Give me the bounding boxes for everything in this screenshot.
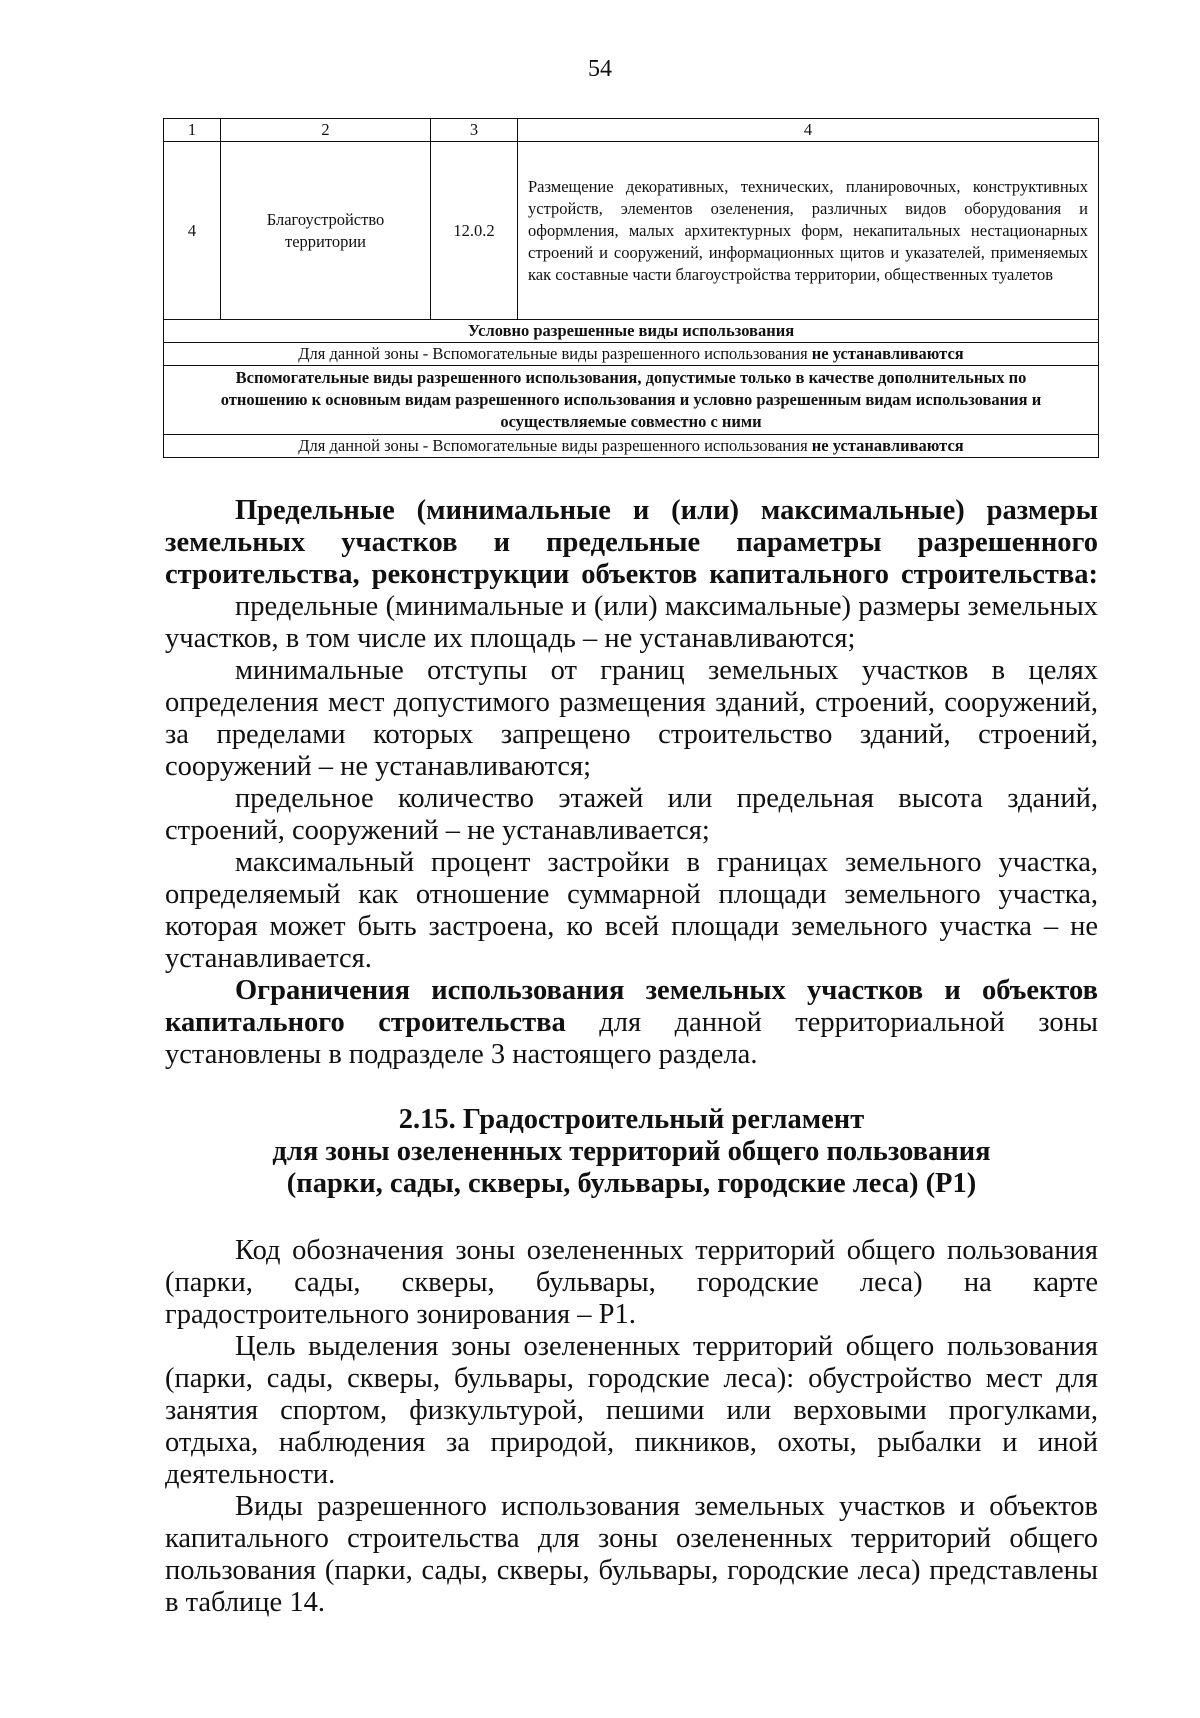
restrictions-paragraph — [165, 975, 1098, 1071]
limits-paragraph: предельные (минимальные и (или) максимальные) размеры земельных участков, в том числе их площадь – не устанавливаются; — [165, 591, 1098, 654]
use-type-description: Размещение декоративных, технических, планировочных, конструктивных устройств, элементов озеленения, различных видов оборудования и оформления, малых архитектурных форм, некапитальных нестационарных строений и сооружений, информационных щитов и указателей, применяемых как составные части благоустройства территории, общественных туалетов — [518, 142, 1099, 320]
restrictions-text: для данной территориальной зоны установлены в подразделе 3 настоящего раздела. — [165, 1007, 1098, 1070]
auxiliary-uses-note — [164, 435, 1099, 458]
limits-title — [165, 495, 1098, 591]
header-cell: 3 — [431, 119, 518, 142]
note-lead: Для данной зоны - Вспомогательные виды разрешенного использования — [298, 436, 812, 455]
auxiliary-header-row — [164, 366, 1099, 435]
auxiliary-uses-header: Вспомогательные виды разрешенного использования, допустимые только в качестве дополнительных по отношению к основным видам разрешенного использования и условно разрешенным видам использования и осуществляемые совместно с ними — [164, 366, 1099, 435]
conditional-uses-header: Условно разрешенные виды использования — [164, 320, 1099, 343]
limits-block — [165, 495, 1098, 1071]
limits-title-line2: земельных участков и предельные параметры разрешенного — [165, 527, 1098, 558]
note-lead: Для данной зоны - Вспомогательные виды разрешенного использования — [298, 344, 812, 363]
use-type-code: 12.0.2 — [431, 142, 518, 320]
conditional-note-row — [164, 343, 1099, 366]
conditional-header-row — [164, 320, 1099, 343]
use-type-name: Благоустройство территории — [221, 142, 431, 320]
section-heading — [165, 1104, 1098, 1200]
header-cell: 2 — [221, 119, 431, 142]
conditional-uses-note — [164, 343, 1099, 366]
page-number: 54 — [588, 56, 612, 82]
header-cell: 1 — [164, 119, 221, 142]
section-heading-line1: 2.15. Градостроительный регламент — [398, 1104, 865, 1135]
limits-paragraph: предельное количество этажей или предельная высота зданий, строений, сооружений – не устанавливается; — [165, 783, 1098, 846]
header-cell: 4 — [518, 119, 1099, 142]
section-body — [165, 1235, 1098, 1619]
section-heading-line3: (парки, сады, скверы, бульвары, городские леса) (Р1) — [286, 1168, 977, 1199]
note-bold: не устанавливаются — [811, 344, 964, 363]
types-paragraph: Виды разрешенного использования земельных участков и объектов капитального строительства для зоны озелененных территорий общего пользования (парки, сады, скверы, бульвары, городские леса) представлены в таблице 14. — [165, 1491, 1098, 1618]
limits-title-line3: строительства, реконструкции объектов капитального строительства: — [165, 559, 1098, 590]
note-bold: не устанавливаются — [811, 436, 964, 455]
goal-paragraph: Цель выделения зоны озелененных территорий общего пользования (парки, сады, скверы, бульвары, городские леса): обустройство мест для занятия спортом, физкультурой, пешими или верховыми прогулками, отдыха, наблюдения за природой, пикников, охоты, рыбалки и иной деятельности. — [165, 1331, 1098, 1490]
limits-title-line1: Предельные (минимальные и (или) максимальные) размеры — [235, 495, 1098, 526]
section-heading-line2: для зоны озелененных территорий общего пользования — [272, 1136, 991, 1167]
limits-paragraph: максимальный процент застройки в границах земельного участка, определяемый как отношение суммарной площади земельного участка, которая может быть застроена, ко всей площади земельного участка – не устанавливается. — [165, 847, 1098, 974]
row-number: 4 — [164, 142, 221, 320]
limits-paragraph: минимальные отступы от границ земельных участков в целях определения мест допустимого размещения зданий, строений, сооружений, за пределами которых запрещено строительство зданий, строений, сооружений – не устанавливаются; — [165, 655, 1098, 782]
restrictions-bold: Ограничения использования земельных участков и объектов капитального строительства — [165, 975, 1098, 1038]
table-row — [164, 142, 1099, 320]
regulation-table — [163, 118, 1099, 458]
auxiliary-note-row — [164, 435, 1099, 458]
code-paragraph: Код обозначения зоны озелененных территорий общего пользования (парки, сады, скверы, бульвары, городские леса) на карте градостроительного зонирования – Р1. — [165, 1235, 1098, 1330]
table-header-row — [164, 119, 1099, 142]
